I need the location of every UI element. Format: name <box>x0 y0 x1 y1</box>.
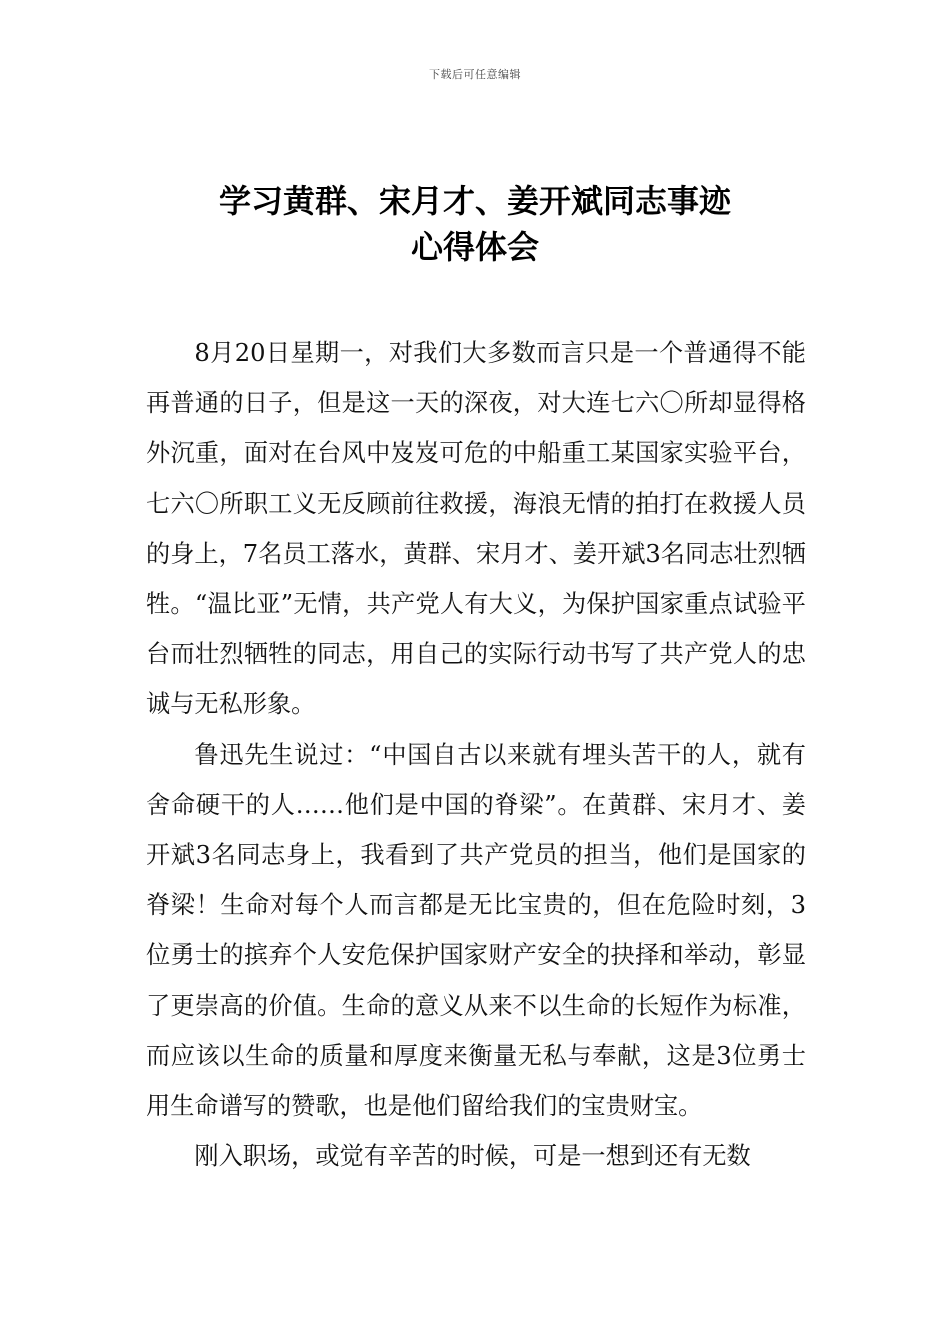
paragraph-1: 8月20日星期一，对我们大多数而言只是一个普通得不能再普通的日子，但是这一天的深夜，对大连七六〇所却显得格外沉重，面对在台风中岌岌可危的中船重工某国家实验平台，七六〇所职工义无反顾前往救援，海浪无情的拍打在救援人员的身上，7名员工落水，黄群、宋月才、姜开斌3名同志壮烈牺牲。“温比亚”无情，共产党人有大义，为保护国家重点试验平台而壮烈牺牲的同志，用自己的实际行动书写了共产党人的忠诚与无私形象。 <box>146 339 806 719</box>
header-note: 下载后可任意编辑 <box>429 68 521 81</box>
paragraph-2: 鲁迅先生说过：“中国自古以来就有埋头苦干的人，就有舍命硬干的人……他们是中国的脊梁”。在黄群、宋月才、姜开斌3名同志身上，我看到了共产党员的担当，他们是国家的脊梁！生命对每个人而言都是无比宝贵的，但在危险时刻，3位勇士的摈弃个人安危保护国家财产安全的抉择和举动，彰显了更崇高的价值。生命的意义从来不以生命的长短作为标准，而应该以生命的质量和厚度来衡量无私与奉献，这是3位勇士用生命谱写的赞歌，也是他们留给我们的宝贵财宝。 <box>146 740 806 1121</box>
document-title <box>0 178 950 270</box>
title-line-1: 学习黄群、宋月才、姜开斌同志事迹 <box>218 182 731 220</box>
title-line-2: 心得体会 <box>410 228 539 266</box>
document-body <box>146 328 806 1181</box>
paragraph-3: 刚入职场，或觉有辛苦的时候，可是一想到还有无数 <box>194 1142 751 1171</box>
